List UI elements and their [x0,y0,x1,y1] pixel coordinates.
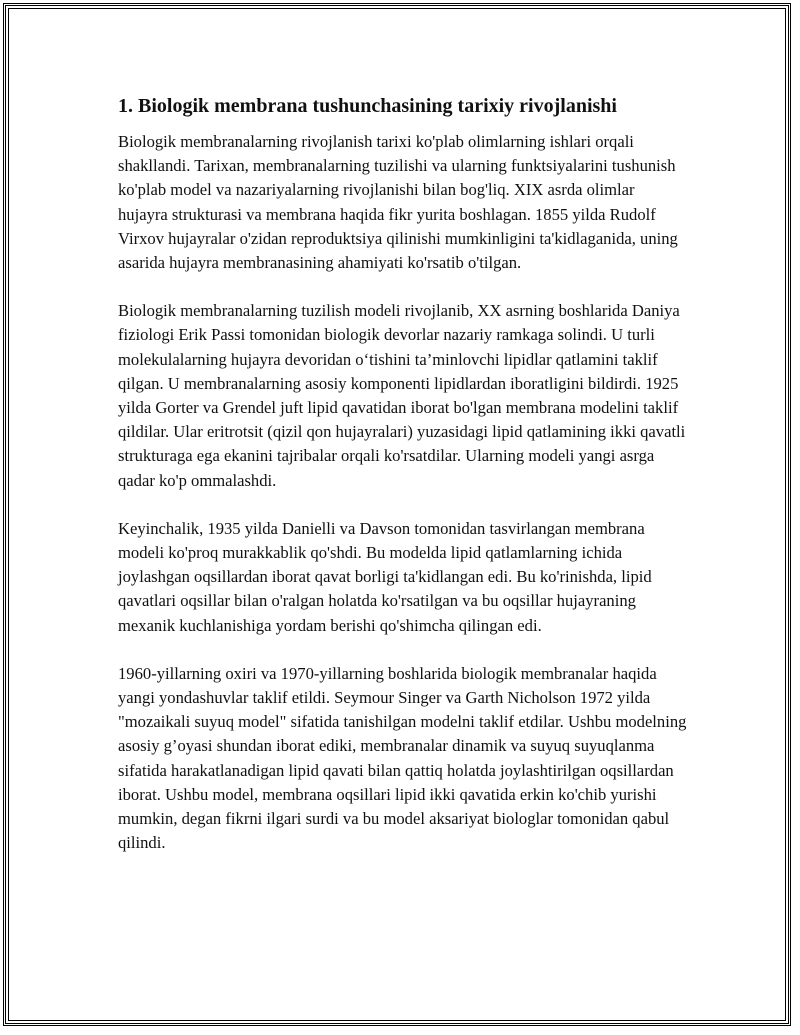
document-body [118,92,688,879]
paragraph-1: Biologik membranalarning rivojlanish tarixi ko'plab olimlarning ishlari orqali shakllandi. Tarixan, membranalarning tuzilishi va ularning funktsiyalarini tushunish ko'plab model va nazariyalarning rivojlanishi bilan bog'liq. XIX asrda olimlar hujayra strukturasi va membrana haqida fikr yurita boshlagan. 1855 yilda Rudolf Virxov hujayralar o'zidan reproduktsiya qilinishi mumkinligini ta'kidlaganida, uning asarida hujayra membranasining ahamiyati ko'rsatib o'tilgan. [118,132,678,273]
paragraph-3: Keyinchalik, 1935 yilda Danielli va Davson tomonidan tasvirlangan membrana modeli ko'proq murakkablik qo'shdi. Bu modelda lipid qatlamlarning ichida joylashgan oqsillardan iborat qavat borligi ta'kidlangan edi. Bu ko'rinishda, lipid qavatlari oqsillar bilan o'ralgan holatda ko'rsatilgan va bu oqsillar hujayraning mexanik kuchlanishiga yordam berishi qo'shimcha qilingan edi. [118,518,652,635]
section-heading: 1. Biologik membrana tushunchasining tarixiy rivojlanishi [118,95,617,117]
paragraph-4: 1960-yillarning oxiri va 1970-yillarning boshlarida biologik membranalar haqida yangi yondashuvlar taklif etildi. Seymour Singer va Garth Nicholson 1972 yilda "mozaikali suyuq model" sifatida tanishilgan modelni taklif etdilar. Ushbu modelning asosiy g’oyasi shundan iborat ediki, membranalar dinamik va suyuq suyuqlanma sifatida harakatlanadigan lipid qavati bilan qattiq holatda joylashtirilgan oqsillardan iborat. Ushbu model, membrana oqsillari lipid ikki qavatida erkin ko'chib yurishi mumkin, degan fikrni ilgari surdi va bu model aksariyat biologlar tomonidan qabul qilindi. [118,663,687,853]
paragraph-2: Biologik membranalarning tuzilish modeli rivojlanib, XX asrning boshlarida Daniya fiziologi Erik Passi tomonidan biologik devorlar nazariy ramkaga solindi. U turli molekulalarning hujayra devoridan o‘tishini ta’minlovchi lipidlar qatlamini taklif qilgan. U membranalarning asosiy komponenti lipidlardan iboratligini bildirdi. 1925 yilda Gorter va Grendel juft lipid qavatidan iborat bo'lgan membrana modelini taklif qildilar. Ular eritrotsit (qizil qon hujayralari) yuzasidagi lipid qatlamining ikki qavatli strukturaga ega ekanini tajribalar orqali ko'rsatdilar. Ularning modeli yangi asrga qadar ko'p ommalashdi. [118,301,686,490]
